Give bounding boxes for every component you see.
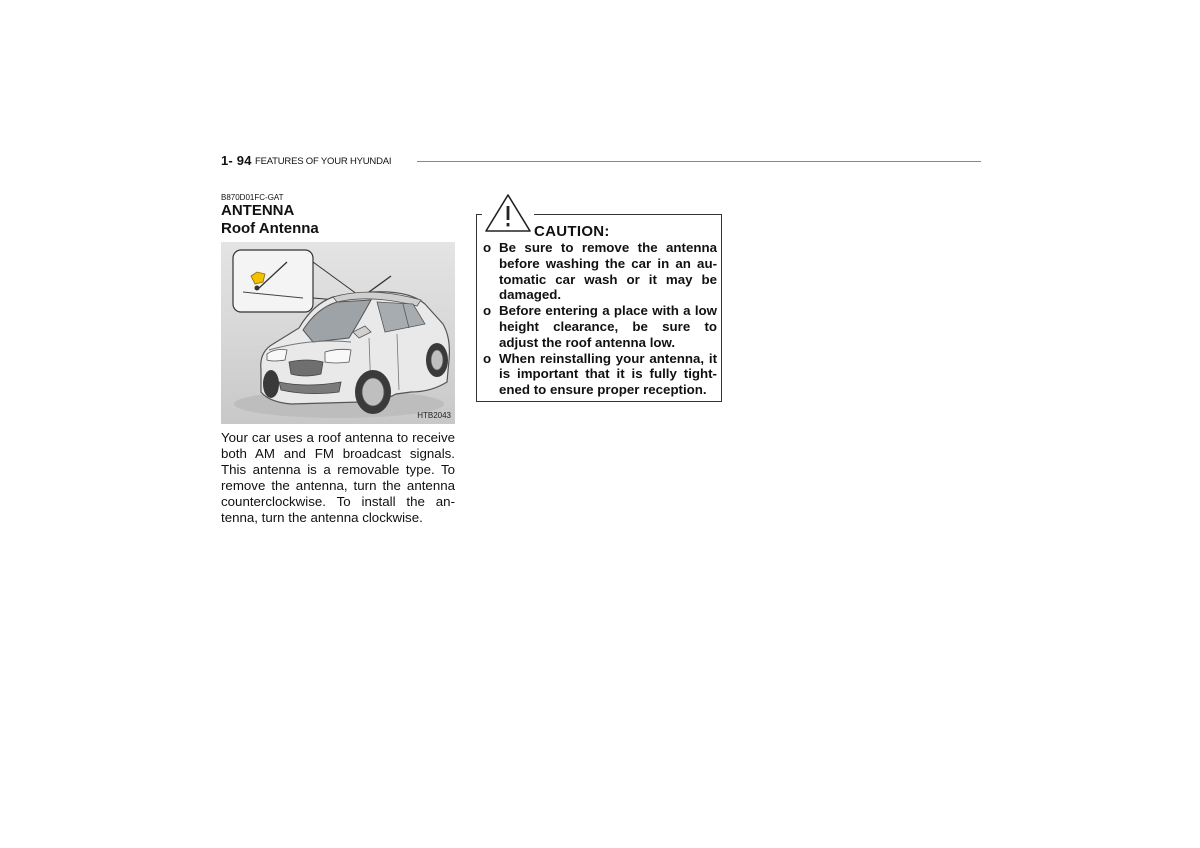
caution-title: CAUTION: (534, 223, 610, 240)
page-number: 1- 94 (221, 153, 252, 168)
caution-item-text: Before entering a place with a low height clearance, be sure to adjust the roof antenna low. (499, 303, 717, 350)
caution-item-text: Be sure to remove the antenna before washing the car in an au-tomatic car wash or it may be damaged. (499, 240, 717, 303)
car-antenna-figure (221, 242, 455, 424)
article-subtitle: Roof Antenna (221, 220, 319, 237)
bullet-marker: o (483, 240, 492, 255)
bullet-marker: o (483, 350, 492, 366)
caution-item (483, 351, 717, 398)
figure-label: HTB2043 (417, 411, 451, 420)
article-title: ANTENNA (221, 202, 295, 219)
warning-triangle-icon (482, 193, 534, 233)
article-code: B870D01FC-GAT (221, 193, 284, 202)
car-illustration (221, 242, 455, 424)
caution-item (483, 303, 717, 350)
section-title: FEATURES OF YOUR HYUNDAI (255, 156, 392, 167)
caution-box (476, 214, 722, 402)
caution-list (483, 240, 717, 398)
caution-item-text: When reinstalling your antenna, it is important that it is fully tight-ened to ensure proper reception. (499, 350, 717, 398)
page-header (221, 153, 981, 169)
body-text (221, 430, 455, 526)
bullet-marker: o (483, 303, 492, 319)
caution-item (483, 240, 717, 303)
body-paragraph: Your car uses a roof antenna to receive both AM and FM broadcast signals. This antenna is a removable type. To remove the antenna, turn the antenna counterclockwise. To install the an-tenna, turn the antenna clockwise. (221, 430, 455, 525)
header-divider (417, 161, 981, 162)
